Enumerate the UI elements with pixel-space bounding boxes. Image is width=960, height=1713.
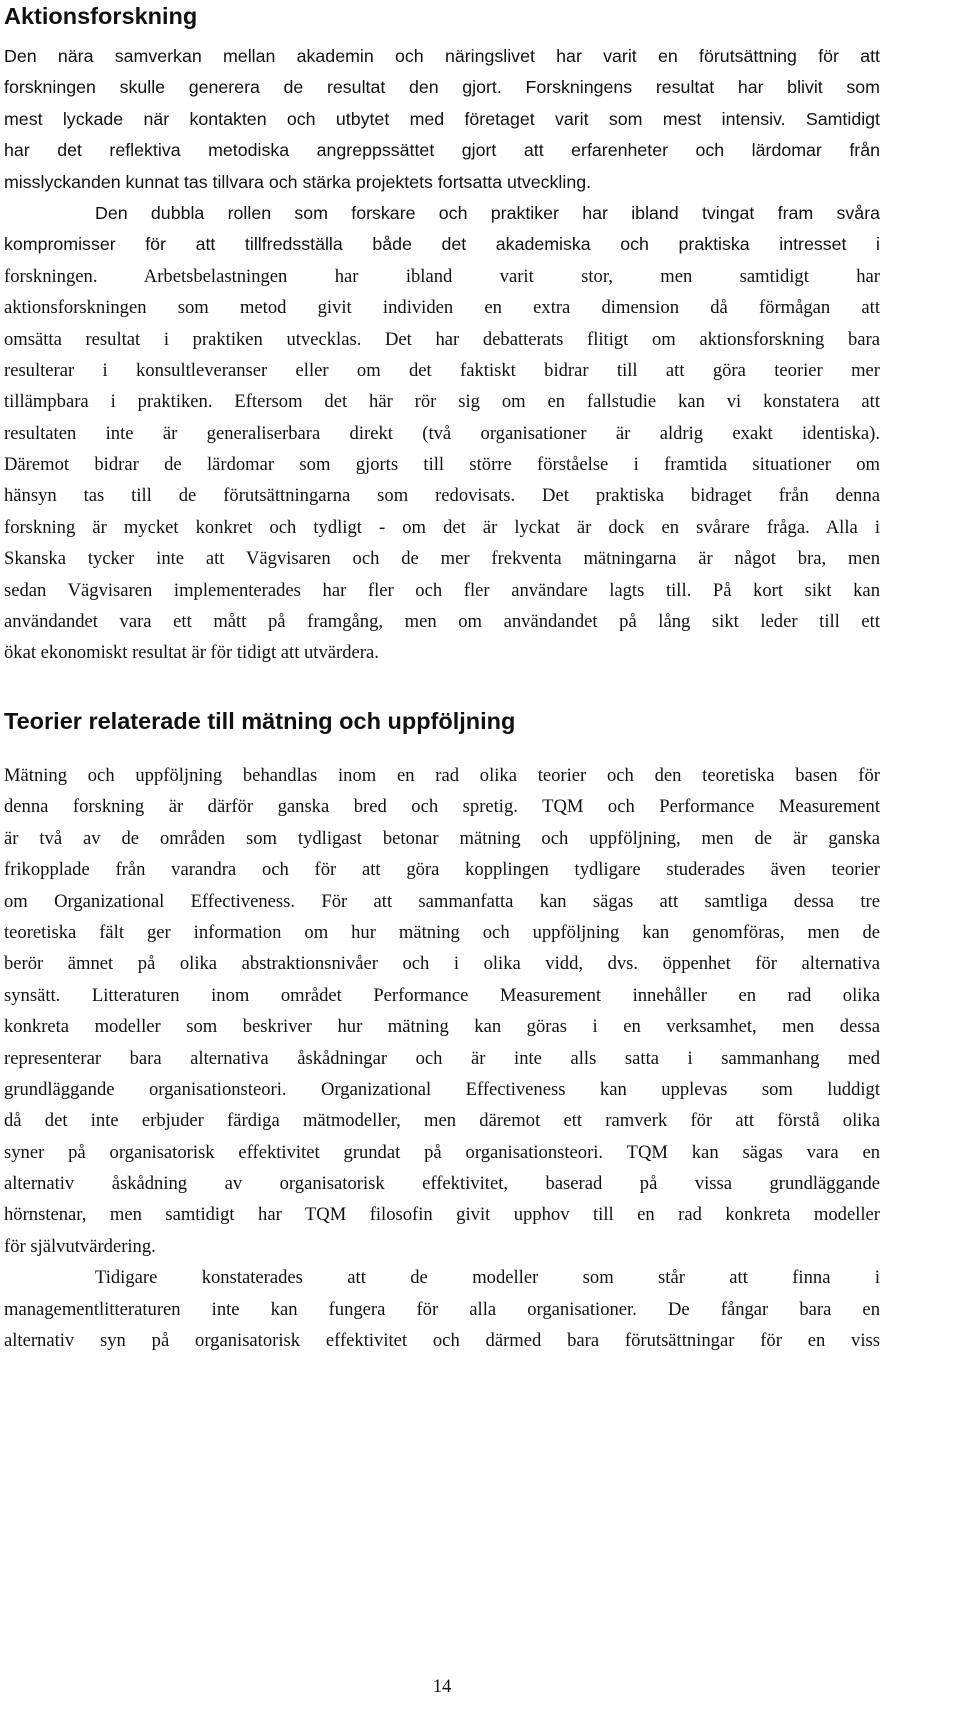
text-line: kompromisser för att tillfredsställa både det akademiska och praktiska intresset i <box>4 234 880 255</box>
text-line-indented: Tidigare konstaterades att de modeller som står att finna i <box>95 1267 880 1289</box>
text-line: resultaten inte är generaliserbara direkt (två organisationer är aldrig exakt identiska). <box>4 422 880 444</box>
text-line: Däremot bidrar de lärdomar som gjorts till större förståelse i framtida situationer om <box>4 454 880 476</box>
text-line: frikopplade från varandra och för att göra kopplingen tydligare studerades även teorier <box>4 859 880 881</box>
text-line: forskningen. Arbetsbelastningen har ibland varit stor, men samtidigt har <box>4 265 880 287</box>
text-line: ökat ekonomiskt resultat är för tidigt att utvärdera. <box>4 642 379 664</box>
text-line: hörnstenar, men samtidigt har TQM filosofin givit upphov till en rad konkreta modeller <box>4 1204 880 1226</box>
text-line: alternativ åskådning av organisatorisk effektivitet, baserad på vissa grundläggande <box>4 1173 880 1195</box>
page-number: 14 <box>432 1676 452 1697</box>
text-line: Skanska tycker inte att Vägvisaren och de mer frekventa mätningarna är något bra, men <box>4 548 880 570</box>
text-line: forskningen skulle generera de resultat den gjort. Forskningens resultat har blivit som <box>4 77 880 98</box>
section-heading-aktionsforskning: Aktionsforskning <box>4 3 198 29</box>
text-line: för självutvärdering. <box>4 1235 156 1257</box>
text-line: synsätt. Litteraturen inom området Performance Measurement innehåller en rad olika <box>4 984 880 1006</box>
section-body-aktionsforskning <box>4 41 880 669</box>
section-body-teorier <box>4 760 880 1356</box>
text-line: misslyckanden kunnat tas tillvara och stärka projektets fortsatta utveckling. <box>4 171 592 192</box>
text-line: representerar bara alternativa åskådningar och är inte alls satta i sammanhang med <box>4 1047 880 1069</box>
text-line: forskning är mycket konkret och tydligt - om det är lyckat är dock en svårare fråga. Alla i <box>4 516 880 538</box>
text-line: denna forskning är därför ganska bred och spretig. TQM och Performance Measurement <box>4 796 880 818</box>
text-line: managementlitteraturen inte kan fungera för alla organisationer. De fångar bara en <box>4 1298 880 1320</box>
text-line: om Organizational Effectiveness. För att sammanfatta kan sägas att samtliga dessa tre <box>4 890 880 912</box>
section-heading-teorier: Teorier relaterade till mätning och uppföljning <box>4 708 516 734</box>
text-line: hänsyn tas till de förutsättningarna som redovisats. Det praktiska bidraget från denna <box>4 485 880 507</box>
text-line: Den nära samverkan mellan akademin och näringslivet har varit en förutsättning för att <box>4 46 880 66</box>
text-line: har det reflektiva metodiska angreppssättet gjort att erfarenheter och lärdomar från <box>4 140 880 161</box>
text-line: berör ämnet på olika abstraktionsnivåer och i olika vidd, dvs. öppenhet för alternativa <box>4 953 880 975</box>
text-line: aktionsforskningen som metod givit individen en extra dimension då förmågan att <box>4 297 880 319</box>
text-line: resulterar i konsultleveranser eller om det faktiskt bidrar till att göra teorier mer <box>4 359 880 381</box>
text-line: då det inte erbjuder färdiga mätmodeller, men däremot ett ramverk för att förstå olika <box>4 1110 880 1132</box>
text-line: Mätning och uppföljning behandlas inom en rad olika teorier och den teoretiska basen för <box>4 765 880 786</box>
text-line-indented: Den dubbla rollen som forskare och praktiker har ibland tvingat fram svåra <box>95 202 880 223</box>
text-line: är två av de områden som tydligast betonar mätning och uppföljning, men de är ganska <box>4 827 880 849</box>
text-line: konkreta modeller som beskriver hur mätning kan göras i en verksamhet, men dessa <box>4 1016 880 1038</box>
text-line: alternativ syn på organisatorisk effektivitet och därmed bara förutsättningar för en viss <box>4 1330 880 1352</box>
text-line: sedan Vägvisaren implementerades har fler och fler användare lagts till. På kort sikt kan <box>4 579 880 601</box>
text-line: syner på organisatorisk effektivitet grundat på organisationsteori. TQM kan sägas vara en <box>4 1141 880 1163</box>
text-line: tillämpbara i praktiken. Eftersom det här rör sig om en fallstudie kan vi konstatera att <box>4 391 880 413</box>
text-line: teoretiska fält ger information om hur mätning och uppföljning kan genomföras, men de <box>4 921 880 943</box>
text-line: mest lyckade när kontakten och utbytet med företaget varit som mest intensiv. Samtidigt <box>4 108 880 129</box>
text-line: användandet vara ett mått på framgång, men om användandet på lång sikt leder till ett <box>4 611 880 633</box>
text-line: omsätta resultat i praktiken utvecklas. Det har debatterats flitigt om aktionsforskning bara <box>4 328 880 350</box>
text-line: grundläggande organisationsteori. Organizational Effectiveness kan upplevas som luddigt <box>4 1078 880 1100</box>
